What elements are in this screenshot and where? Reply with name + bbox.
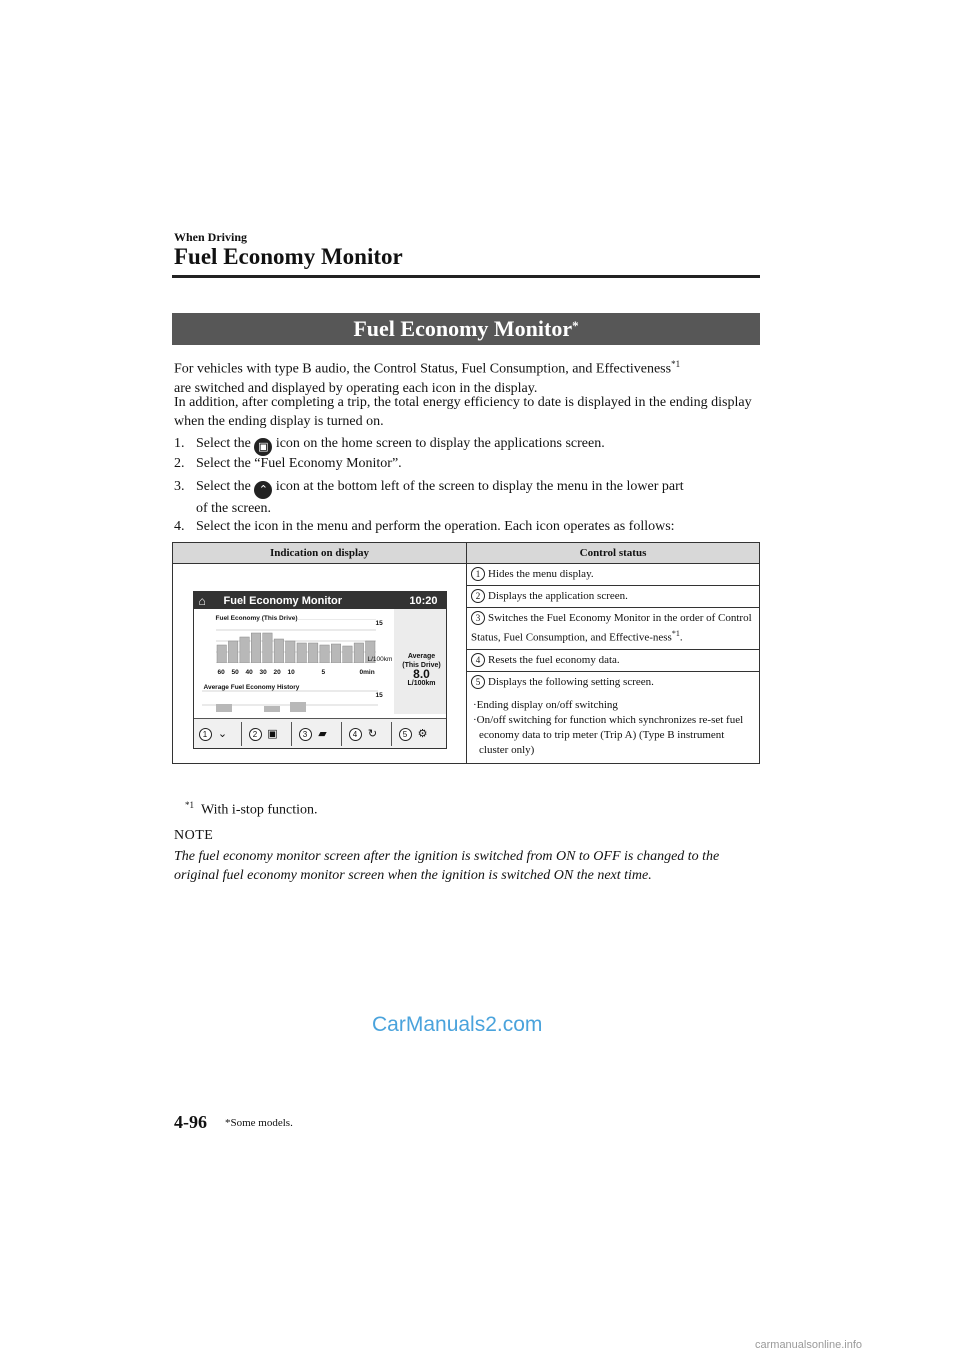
chart1-x-label: 50 bbox=[231, 669, 239, 676]
footnote: $^{*1}$ With i-stop function. bbox=[185, 800, 318, 818]
section-label: When Driving bbox=[174, 230, 248, 244]
step-2: 2. Select the “Fuel Economy Monitor”. bbox=[174, 456, 402, 471]
gear-icon: ⚙ bbox=[417, 728, 428, 740]
chart2-ymax: 15 bbox=[375, 692, 383, 699]
note-heading: NOTE bbox=[174, 828, 214, 843]
chart1-x-label: 60 bbox=[217, 669, 225, 676]
chart1-bar bbox=[297, 643, 306, 663]
setting-bullet-1: ·Ending display on/off switching bbox=[473, 698, 618, 711]
switch-display-icon: ▰ bbox=[318, 728, 327, 740]
screen-clock: 10:20 bbox=[409, 595, 438, 607]
chart1-ymax: 15 bbox=[375, 620, 383, 627]
control-row-2: 2 Displays the application screen. bbox=[467, 586, 760, 608]
header-rule bbox=[172, 275, 760, 278]
chart1-x-label: 30 bbox=[259, 669, 267, 676]
banner-title: Fuel Economy Monitor bbox=[353, 316, 573, 341]
intro-paragraph-1: For vehicles with type B audio, the Control Status, Fuel Consumption, and Effectiveness$^{*1}$ are switched and displayed by operating each icon in the display. bbox=[174, 359, 681, 396]
chevron-up-icon: ⌃ bbox=[254, 481, 272, 499]
chart1-bar bbox=[331, 644, 340, 663]
control-row-4: 4 Resets the fuel economy data. bbox=[467, 649, 760, 671]
chart1-title: Fuel Economy (This Drive) bbox=[215, 615, 298, 622]
section-banner bbox=[172, 313, 760, 345]
chevron-down-icon: ⌄ bbox=[217, 728, 228, 740]
banner-mark: * bbox=[572, 318, 579, 333]
menu-button-5[interactable]: 5 ⚙ bbox=[396, 722, 442, 746]
site-watermark: carmanualsonline.info bbox=[755, 1339, 863, 1351]
history-chart bbox=[202, 690, 378, 718]
chart1-bar bbox=[251, 633, 260, 663]
setting-bullet-2: ·On/off switching for function which synchronizes re-set fuel economy data to trip meter (Trip A) (Type B instrument cluster only) bbox=[473, 713, 744, 756]
chart1-bar bbox=[239, 637, 248, 663]
menu-button-4[interactable]: 4 ↻ bbox=[346, 722, 392, 746]
chart1-x-label: 0min bbox=[359, 669, 375, 676]
menu-button-1[interactable]: 1 ⌄ bbox=[196, 722, 242, 746]
control-row-3: 3 Switches the Fuel Economy Monitor in the order of Control Status, Fuel Consumption, and Effective-ness$^{*1}$. bbox=[467, 608, 760, 650]
home-icon: ⌂ bbox=[198, 594, 206, 608]
fuel-monitor-screen bbox=[193, 591, 447, 749]
chart1-bar bbox=[342, 646, 351, 663]
some-models-note: *Some models. bbox=[225, 1117, 293, 1129]
fuel-economy-chart bbox=[216, 619, 376, 663]
chart1-bar bbox=[274, 639, 283, 663]
step-3: 3. Select the ⌃ icon at the bottom left of the screen to display the menu in the lower part of the screen. bbox=[174, 479, 684, 516]
chart1-x-label: 5 bbox=[321, 669, 326, 676]
screen-title-bar bbox=[194, 592, 446, 609]
screen-menu-bar bbox=[194, 718, 446, 748]
chart1-bar bbox=[319, 645, 328, 663]
chart1-bar bbox=[228, 641, 237, 663]
control-table bbox=[172, 542, 760, 764]
chart2-bar bbox=[216, 704, 232, 712]
chart1-x-label: 20 bbox=[273, 669, 281, 676]
reset-icon: ↻ bbox=[367, 728, 378, 740]
menu-button-2[interactable]: 2 ▣ bbox=[246, 722, 292, 746]
chart1-x-label: 10 bbox=[287, 669, 295, 676]
watermark-logo: CarManuals2.com bbox=[372, 1013, 543, 1036]
control-row-1: 1 Hides the menu display. bbox=[467, 564, 760, 586]
col-header-control: Control status bbox=[467, 543, 760, 564]
chart1-bar bbox=[217, 645, 226, 663]
screen-title: Fuel Economy Monitor bbox=[223, 595, 343, 607]
menu-button-3[interactable]: 3 ▰ bbox=[296, 722, 342, 746]
chart1-bar bbox=[262, 633, 271, 663]
applications-icon: ▣ bbox=[254, 438, 272, 456]
average-readout: Average (This Drive) 8.0 L/100km bbox=[402, 653, 441, 687]
page-title: Fuel Economy Monitor bbox=[174, 244, 403, 269]
apps-icon: ▣ bbox=[267, 728, 278, 740]
chart2-bar bbox=[264, 706, 280, 712]
chart1-x-label: 40 bbox=[245, 669, 253, 676]
screen-illustration-cell bbox=[173, 564, 467, 764]
page-number: 4-96 bbox=[174, 1112, 207, 1132]
col-header-indication: Indication on display bbox=[173, 543, 467, 564]
chart1-bar bbox=[354, 643, 363, 663]
note-body: The fuel economy monitor screen after the ignition is switched from ON to OFF is changed to the original fuel economy monitor screen when the ignition is switched ON the next time. bbox=[174, 849, 720, 883]
chart1-bar bbox=[308, 643, 317, 663]
chart2-bar bbox=[290, 702, 306, 712]
step-4: 4. Select the icon in the menu and perform the operation. Each icon operates as follows: bbox=[174, 519, 675, 534]
intro-paragraph-2: In addition, after completing a trip, the total energy efficiency to date is displayed in the ending display when the ending display is turned on. bbox=[174, 395, 752, 429]
chart1-unit: L/100km bbox=[367, 656, 393, 663]
control-row-5: 5 Displays the following setting screen. ·Ending display on/off switching ·On/off switching for function which synchronizes re-set fuel economy data to trip meter (Trip A) (Type B instrument cluster only) bbox=[467, 671, 760, 763]
chart1-bar bbox=[285, 641, 294, 663]
step-1: 1. Select the ▣ icon on the home screen to display the applications screen. bbox=[174, 434, 760, 456]
chart2-title: Average Fuel Economy History bbox=[203, 684, 300, 691]
